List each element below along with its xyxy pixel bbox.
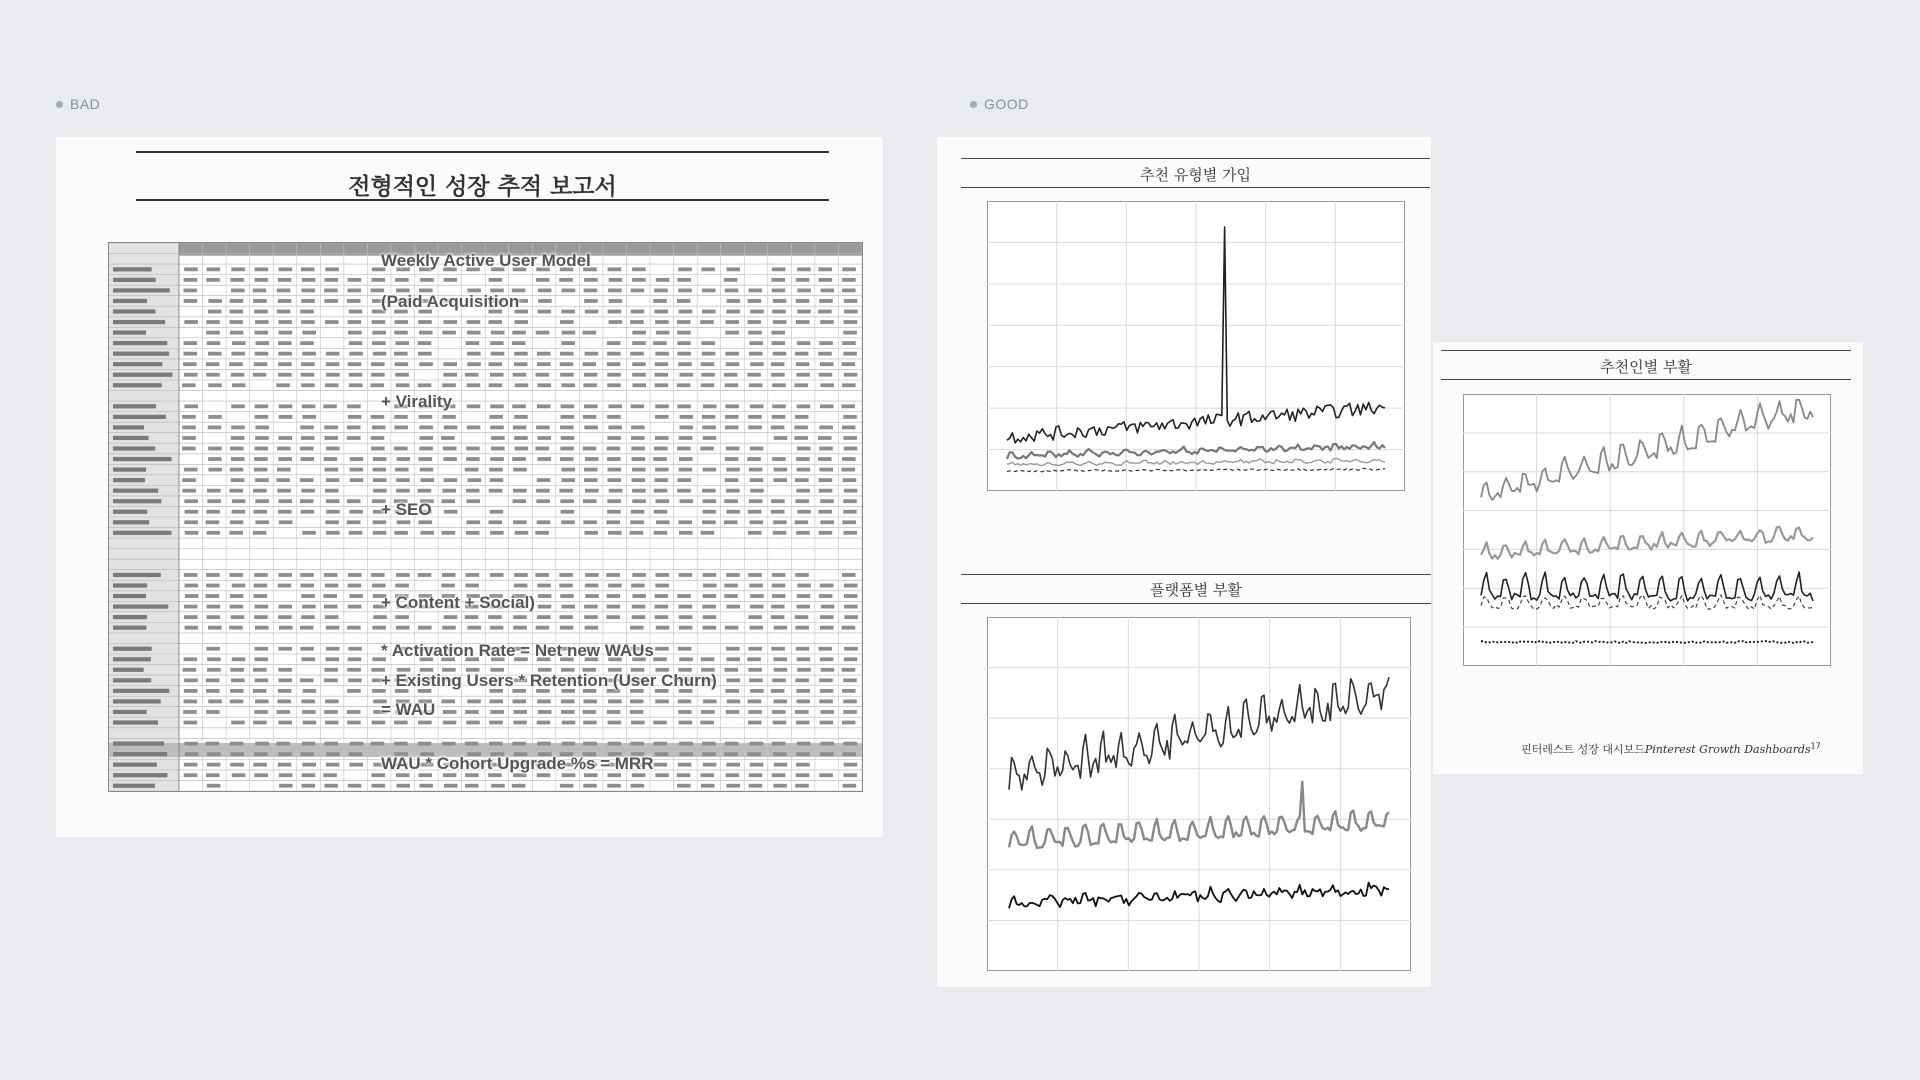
good-dashboard-image-right <box>1433 342 1863 774</box>
report-title: 전형적인 성장 추적 보고서 <box>348 173 617 200</box>
spreadsheet <box>108 242 863 792</box>
chart-platform-resurrection <box>987 617 1411 971</box>
sheet-cells <box>109 243 862 791</box>
chart1-rule-top <box>961 158 1430 159</box>
overlay-line: (Paid Acquisition <box>381 292 520 311</box>
bullet-icon <box>56 101 63 108</box>
caption-english: Pinterest Growth Dashboards <box>1644 743 1811 756</box>
chart1-rule-bottom <box>961 187 1430 188</box>
figure-caption <box>1521 741 1821 757</box>
chart3-title: 추천인별 부활 <box>1600 358 1692 376</box>
chart-grid <box>987 617 1411 971</box>
chart3-rule-bottom <box>1441 379 1851 380</box>
chart3-rule-top <box>1441 350 1851 351</box>
overlay-line: + Content + Social) <box>381 593 535 612</box>
bullet-icon <box>970 101 977 108</box>
overlay-line: Weekly Active User Model <box>381 251 591 270</box>
overlay-line: * Activation Rate = Net new WAUs <box>381 641 654 660</box>
chart-referrer-resurrection <box>1463 394 1831 666</box>
good-dashboard-image <box>937 137 1431 987</box>
title-rule-bottom <box>136 199 829 201</box>
title-rule-top <box>136 151 829 153</box>
chart-referral-signups <box>987 201 1405 491</box>
chart2-rule-bottom <box>961 603 1431 604</box>
overlay-line: WAU * Cohort Upgrade %s = MRR <box>381 754 654 773</box>
chart2-rule-top <box>961 574 1431 575</box>
overlay-line: + Virality <box>381 392 453 411</box>
caption-note: 17 <box>1810 741 1821 751</box>
overlay-line: = WAU <box>381 700 436 719</box>
caption-korean: 핀터레스트 성장 대시보드 <box>1521 743 1645 756</box>
overlay-line: + Existing Users * Retention (User Churn) <box>381 671 717 690</box>
chart2-title: 플랫폼별 부활 <box>1150 581 1242 599</box>
overlay-line: + SEO <box>381 500 432 519</box>
chart1-title: 추천 유형별 가입 <box>1140 166 1251 184</box>
good-label <box>970 96 1029 112</box>
spreadsheet-grid <box>109 243 862 791</box>
bad-report-image <box>56 137 883 837</box>
bad-label-text: BAD <box>70 96 101 112</box>
good-label-text: GOOD <box>984 96 1029 112</box>
bad-label <box>56 96 100 112</box>
